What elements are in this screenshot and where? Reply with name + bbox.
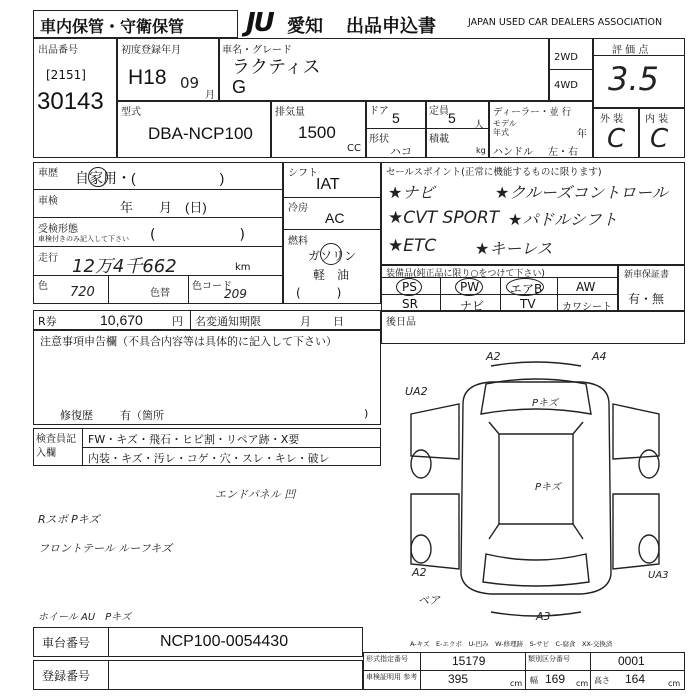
- type-num: 15179: [452, 654, 486, 668]
- interior-grade: C: [650, 124, 669, 154]
- selling-points-label: セールスポイント(正常に機能するものに限ります): [386, 167, 602, 178]
- repair-value: 有（箇所: [120, 409, 164, 422]
- equipment-label: 装備品(純正品に限り○をつけて下さい): [386, 269, 545, 279]
- mark-hood: Pキズ: [532, 398, 558, 409]
- note-4: ホイール AU Pキズ: [38, 612, 131, 623]
- mileage-label: 走行: [38, 253, 58, 264]
- transfer-value: 月 日: [300, 315, 344, 328]
- interior-label: 内 装: [645, 114, 669, 125]
- recycle-amount: 10,670: [100, 312, 143, 328]
- acceptance-paren: ( ): [150, 227, 245, 243]
- equip-aw: AW: [576, 280, 596, 294]
- equip-ps: PS: [402, 280, 417, 294]
- equip-navi: ナビ: [460, 299, 485, 313]
- inspection-value: 年 月 (日): [120, 200, 207, 215]
- selling-point-5: ★ETC: [388, 236, 437, 256]
- ac-value: AC: [325, 210, 345, 226]
- reg-month: 09: [180, 74, 200, 92]
- equip-pw-circle: [455, 278, 483, 296]
- seats-label: 定員: [429, 106, 449, 117]
- repair-label: 修復歴: [60, 409, 93, 422]
- transfer-label: 名変通知期限: [195, 315, 261, 328]
- caution-label: 注意事項申告欄（不具合内容等は具体的に記入して下さい）: [40, 335, 337, 348]
- mark-a4: A4: [592, 350, 607, 363]
- repair-close: ): [364, 407, 369, 420]
- equip-pw: PW: [460, 280, 480, 294]
- selling-point-6: ★キーレス: [475, 239, 553, 258]
- selling-point-1: ★ナビ: [388, 183, 435, 202]
- note-2: Rスポ Pキズ: [38, 513, 100, 526]
- fuel-paren: ( ): [296, 286, 342, 300]
- color-code-value: 209: [224, 287, 247, 301]
- reg-label: 登録番号: [42, 669, 91, 683]
- color-value: 720: [70, 285, 95, 300]
- car-grade: G: [232, 77, 247, 97]
- selling-point-2: ★クルーズコントロール: [495, 183, 668, 202]
- handle-options: 左・右: [548, 147, 578, 158]
- history-value: 自家用・( ): [75, 170, 225, 186]
- equip-ps-circle: [396, 278, 422, 296]
- form-title: 出品申込書: [346, 16, 436, 37]
- fuel-label: 燃料: [288, 236, 308, 247]
- listing-number: 30143: [37, 88, 104, 115]
- model-value: DBA-NCP100: [148, 124, 253, 143]
- width-value: 169: [545, 672, 566, 686]
- month-unit: 月: [205, 90, 215, 101]
- reg-year: H18: [128, 66, 167, 89]
- selling-point-3: ★CVT SPORT: [388, 208, 500, 228]
- equip-airbag-circle: [506, 278, 544, 296]
- cc-unit: CC: [347, 143, 361, 154]
- mileage-value: 12万4千662: [72, 256, 177, 277]
- chassis-label: 車台番号: [42, 636, 91, 650]
- doors-label: ドア: [369, 106, 389, 117]
- warranty-value: 有・無: [628, 292, 665, 306]
- km-unit: km: [235, 262, 251, 273]
- score-label: 評 価 点: [612, 45, 649, 56]
- exterior-grade: C: [607, 124, 626, 154]
- equip-airbag: エアB: [510, 282, 543, 296]
- history-label: 車歴: [38, 168, 58, 179]
- association-name: JAPAN USED CAR DEALERS ASSOCIATION: [468, 17, 663, 28]
- fuel-diesel: 軽 油: [313, 268, 350, 282]
- drive-2wd: 2WD: [554, 52, 578, 63]
- displacement-label: 排気量: [275, 107, 305, 118]
- person-unit: 人: [474, 120, 484, 131]
- class-num-label: 類別区分番号: [528, 655, 570, 663]
- displacement-value: 1500: [298, 123, 336, 142]
- number-small: [2151]: [46, 68, 86, 82]
- height-label: 高さ: [594, 676, 610, 685]
- rear-items-block: [381, 311, 685, 344]
- mark-roof: Pキズ: [535, 482, 561, 493]
- shift-label: シフト: [288, 168, 318, 179]
- note-3: フロントテール ルーフキズ: [38, 542, 173, 555]
- equip-tv: TV: [520, 297, 536, 311]
- model-label: 型式: [121, 107, 141, 118]
- doors-value: 5: [392, 110, 400, 126]
- number-label: 出品番号: [38, 45, 78, 56]
- seats-value: 5: [448, 110, 456, 126]
- height-cm: cm: [668, 679, 681, 688]
- mark-a2-front: A2: [486, 350, 501, 363]
- type-num-label: 形式指定番号: [366, 655, 408, 663]
- ju-logo: JU: [246, 8, 273, 38]
- inspector-label: 検査員記入欄: [36, 434, 76, 459]
- warranty-label: 新車保証書: [624, 270, 670, 280]
- private-circle: [88, 167, 108, 187]
- width-label: 幅: [530, 676, 538, 685]
- score-value: 3.5: [608, 60, 659, 98]
- mark-ua2: UA2: [405, 385, 428, 398]
- year-unit: 年: [577, 129, 587, 140]
- ac-label: 冷房: [288, 203, 308, 214]
- load-label: 積載: [429, 134, 449, 145]
- acceptance-note: 車検付きのみ記入して下さい: [38, 235, 129, 243]
- diagram-legend: A-キズ E-エクボ U-凹み W-修理跡 S-サビ C-腐食 XX-交換済: [410, 640, 613, 648]
- length-label: 車検証明用 参考: [366, 673, 418, 681]
- yen-unit: 円: [172, 315, 183, 328]
- shift-value: IAT: [316, 176, 340, 193]
- storage-label: 車内保管・守衛保管: [40, 17, 185, 36]
- top-block: [33, 38, 685, 158]
- selling-point-4: ★パドルシフト: [508, 210, 618, 229]
- acceptance-label: 受検形態: [38, 224, 78, 235]
- kg-unit: kg: [476, 146, 486, 155]
- length-cm: cm: [510, 679, 523, 688]
- length-value: 395: [448, 672, 469, 686]
- fuel-circle: [320, 243, 342, 265]
- storage-box: [33, 10, 238, 38]
- color-code-label: 色コード: [192, 281, 232, 292]
- mark-ua3: UA3: [648, 570, 669, 581]
- equip-seat: カワシート: [562, 302, 612, 313]
- mark-a2-rear: A2: [412, 566, 427, 579]
- fuel-gas: ガソリン: [308, 249, 357, 263]
- width-cm: cm: [576, 679, 589, 688]
- shape-label: 形状: [369, 134, 389, 145]
- shape-value: ハコ: [390, 145, 412, 158]
- interior-row: 内装・キズ・汚レ・コゲ・穴・スレ・キレ・破レ: [88, 452, 330, 465]
- height-value: 164: [625, 672, 646, 686]
- rear-items-label: 後日品: [386, 317, 416, 328]
- drive-4wd: 4WD: [554, 80, 578, 91]
- note-1: エンドパネル 凹: [215, 488, 296, 501]
- recycle-label: R券: [38, 315, 57, 328]
- inspection-label: 車検: [38, 196, 58, 207]
- equip-sr: SR: [402, 297, 418, 311]
- fw-row: FW・キズ・飛石・ヒビ割・リペア跡・X要: [88, 433, 300, 446]
- brand-name: 愛知: [287, 16, 323, 37]
- model-year-label: モデル 年式: [493, 119, 517, 137]
- handle-label: ハンドル: [493, 147, 533, 158]
- car-name: ラクティス: [232, 57, 321, 77]
- class-num: 0001: [618, 654, 645, 668]
- exterior-label: 外 装: [600, 114, 624, 125]
- color-label: 色: [38, 281, 48, 292]
- mark-pair: ペア: [418, 594, 440, 607]
- repaint-label: 色替: [150, 288, 170, 299]
- mark-a3: A3: [536, 610, 551, 623]
- dealer-label: ディーラー・並 行: [493, 107, 572, 118]
- chassis-value: NCP100-0054430: [160, 633, 289, 650]
- car-name-label: 車名・グレード: [222, 45, 292, 56]
- first-reg-label: 初度登録年月: [121, 45, 181, 56]
